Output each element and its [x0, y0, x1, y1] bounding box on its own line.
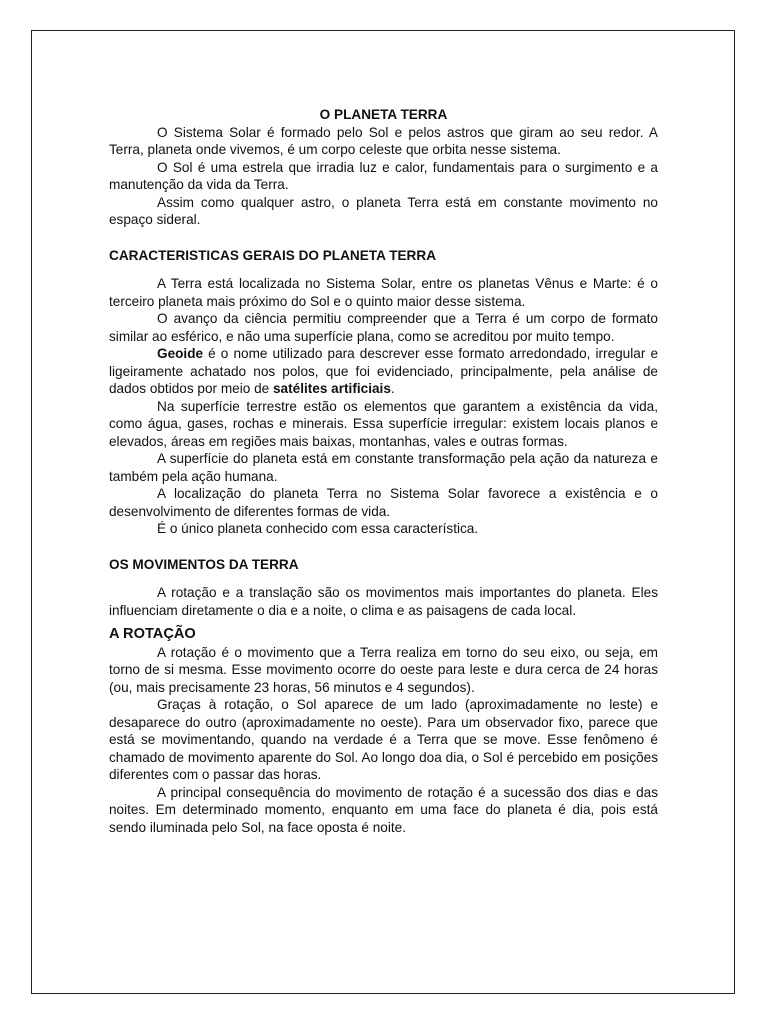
geoide-text: é o nome utilizado para descrever esse formato arredondado, irregular e ligeiramente achatado nos polos, que foi evidenciado, principalmente, pela análise de dados obtidos por meio de [109, 346, 658, 396]
geoide-term: Geoide [157, 346, 204, 361]
section1-paragraph-3 [109, 345, 658, 398]
section2-paragraph-1: A rotação e a translação são os movimentos mais importantes do planeta. Eles influenciam diretamente o dia e a noite, o clima e as paisagens de cada local. [109, 585, 658, 618]
intro-paragraph-2: O Sol é uma estrela que irradia luz e calor, fundamentais para o surgimento e a manutenção da vida da Terra. [109, 159, 658, 192]
section1-paragraph-4: Na superfície terrestre estão os elementos que garantem a existência da vida, como água, gases, rochas e minerais. Essa superfície irregular: existem locais planos e elevados, áreas em regiões mais baixas, montanhas, vales e outras formas. [109, 398, 658, 449]
document-body [109, 106, 658, 836]
section1-paragraph-7: É o único planeta conhecido com essa característica. [157, 521, 479, 536]
document-title: O PLANETA TERRA [319, 107, 448, 122]
intro-paragraph-1: O Sistema Solar é formado pelo Sol e pelos astros que giram ao seu redor. A Terra, planeta onde vivemos, é um corpo celeste que orbita nesse sistema. [109, 124, 658, 157]
intro-paragraph-3: Assim como qualquer astro, o planeta Terra está em constante movimento no espaço sideral. [109, 194, 658, 227]
section1-paragraph-6: A localização do planeta Terra no Sistema Solar favorece a existência e o desenvolvimento de diferentes formas de vida. [109, 486, 658, 519]
section1-paragraph-2: O avanço da ciência permitiu compreender que a Terra é um corpo de formato similar ao esférico, e não uma superfície plana, como se acreditou por muito tempo. [109, 311, 658, 344]
satelites-term: satélites artificiais [273, 381, 391, 396]
geoide-end: . [390, 381, 395, 396]
section3-paragraph-3: A principal consequência do movimento de rotação é a sucessão dos dias e das noites. Em determinado momento, enquanto em uma face do planeta é dia, pois está sendo iluminada pelo Sol, na face oposta é noite. [109, 784, 658, 835]
section3-paragraph-1: A rotação é o movimento que a Terra realiza em torno do seu eixo, ou seja, em torno de si mesma. Esse movimento ocorre do oeste para leste e dura cerca de 24 horas (ou, mais precisamente 23 horas, 56 minutos e 4 segundos). [109, 644, 658, 695]
section-heading-caracteristicas: CARACTERISTICAS GERAIS DO PLANETA TERRA [109, 247, 437, 263]
section-heading-movimentos: OS MOVIMENTOS DA TERRA [109, 556, 299, 572]
section3-paragraph-2: Graças à rotação, o Sol aparece de um lado (aproximadamente no leste) e desaparece do outro (aproximadamente no oeste). Para um observador fixo, parece que está se movimentando, quando na verdade é a Terra que se move. Esse fenômeno é chamado de movimento aparente do Sol. Ao longo doa dia, o Sol é percebido em posições diferentes com o passar das horas. [109, 697, 658, 782]
section-heading-rotacao: A ROTAÇÃO [109, 626, 196, 642]
section1-paragraph-5: A superfície do planeta está em constante transformação pela ação da natureza e também pela ação humana. [109, 451, 658, 484]
section1-paragraph-1: A Terra está localizada no Sistema Solar, entre os planetas Vênus e Marte: é o terceiro planeta mais próximo do Sol e o quinto maior desse sistema. [109, 276, 658, 309]
